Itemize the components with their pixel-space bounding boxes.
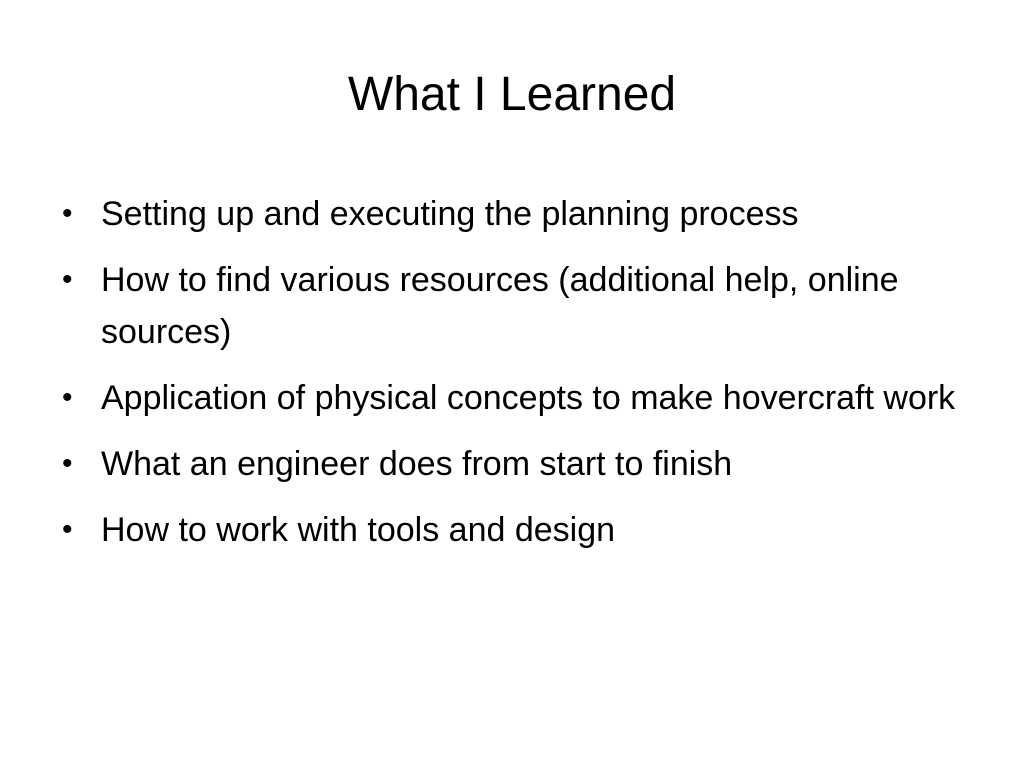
- bullet-text: How to work with tools and design: [101, 511, 616, 549]
- bullet-item: [60, 254, 990, 358]
- bullet-item: [60, 372, 990, 424]
- slide-title: What I Learned: [347, 68, 677, 121]
- bullet-icon: •: [62, 197, 73, 230]
- bullet-item: [60, 504, 990, 556]
- bullet-text: How to find various resources (additional help, online sources): [101, 261, 899, 351]
- bullet-list: [60, 188, 990, 570]
- bullet-icon: •: [62, 447, 73, 480]
- bullet-text: Application of physical concepts to make hovercraft work: [101, 379, 956, 417]
- bullet-item: [60, 438, 990, 490]
- bullet-item: [60, 188, 990, 240]
- bullet-icon: •: [62, 513, 73, 546]
- bullet-text: What an engineer does from start to finish: [101, 445, 733, 483]
- bullet-icon: •: [62, 381, 73, 414]
- bullet-icon: •: [62, 263, 73, 296]
- bullet-text: Setting up and executing the planning process: [101, 195, 799, 233]
